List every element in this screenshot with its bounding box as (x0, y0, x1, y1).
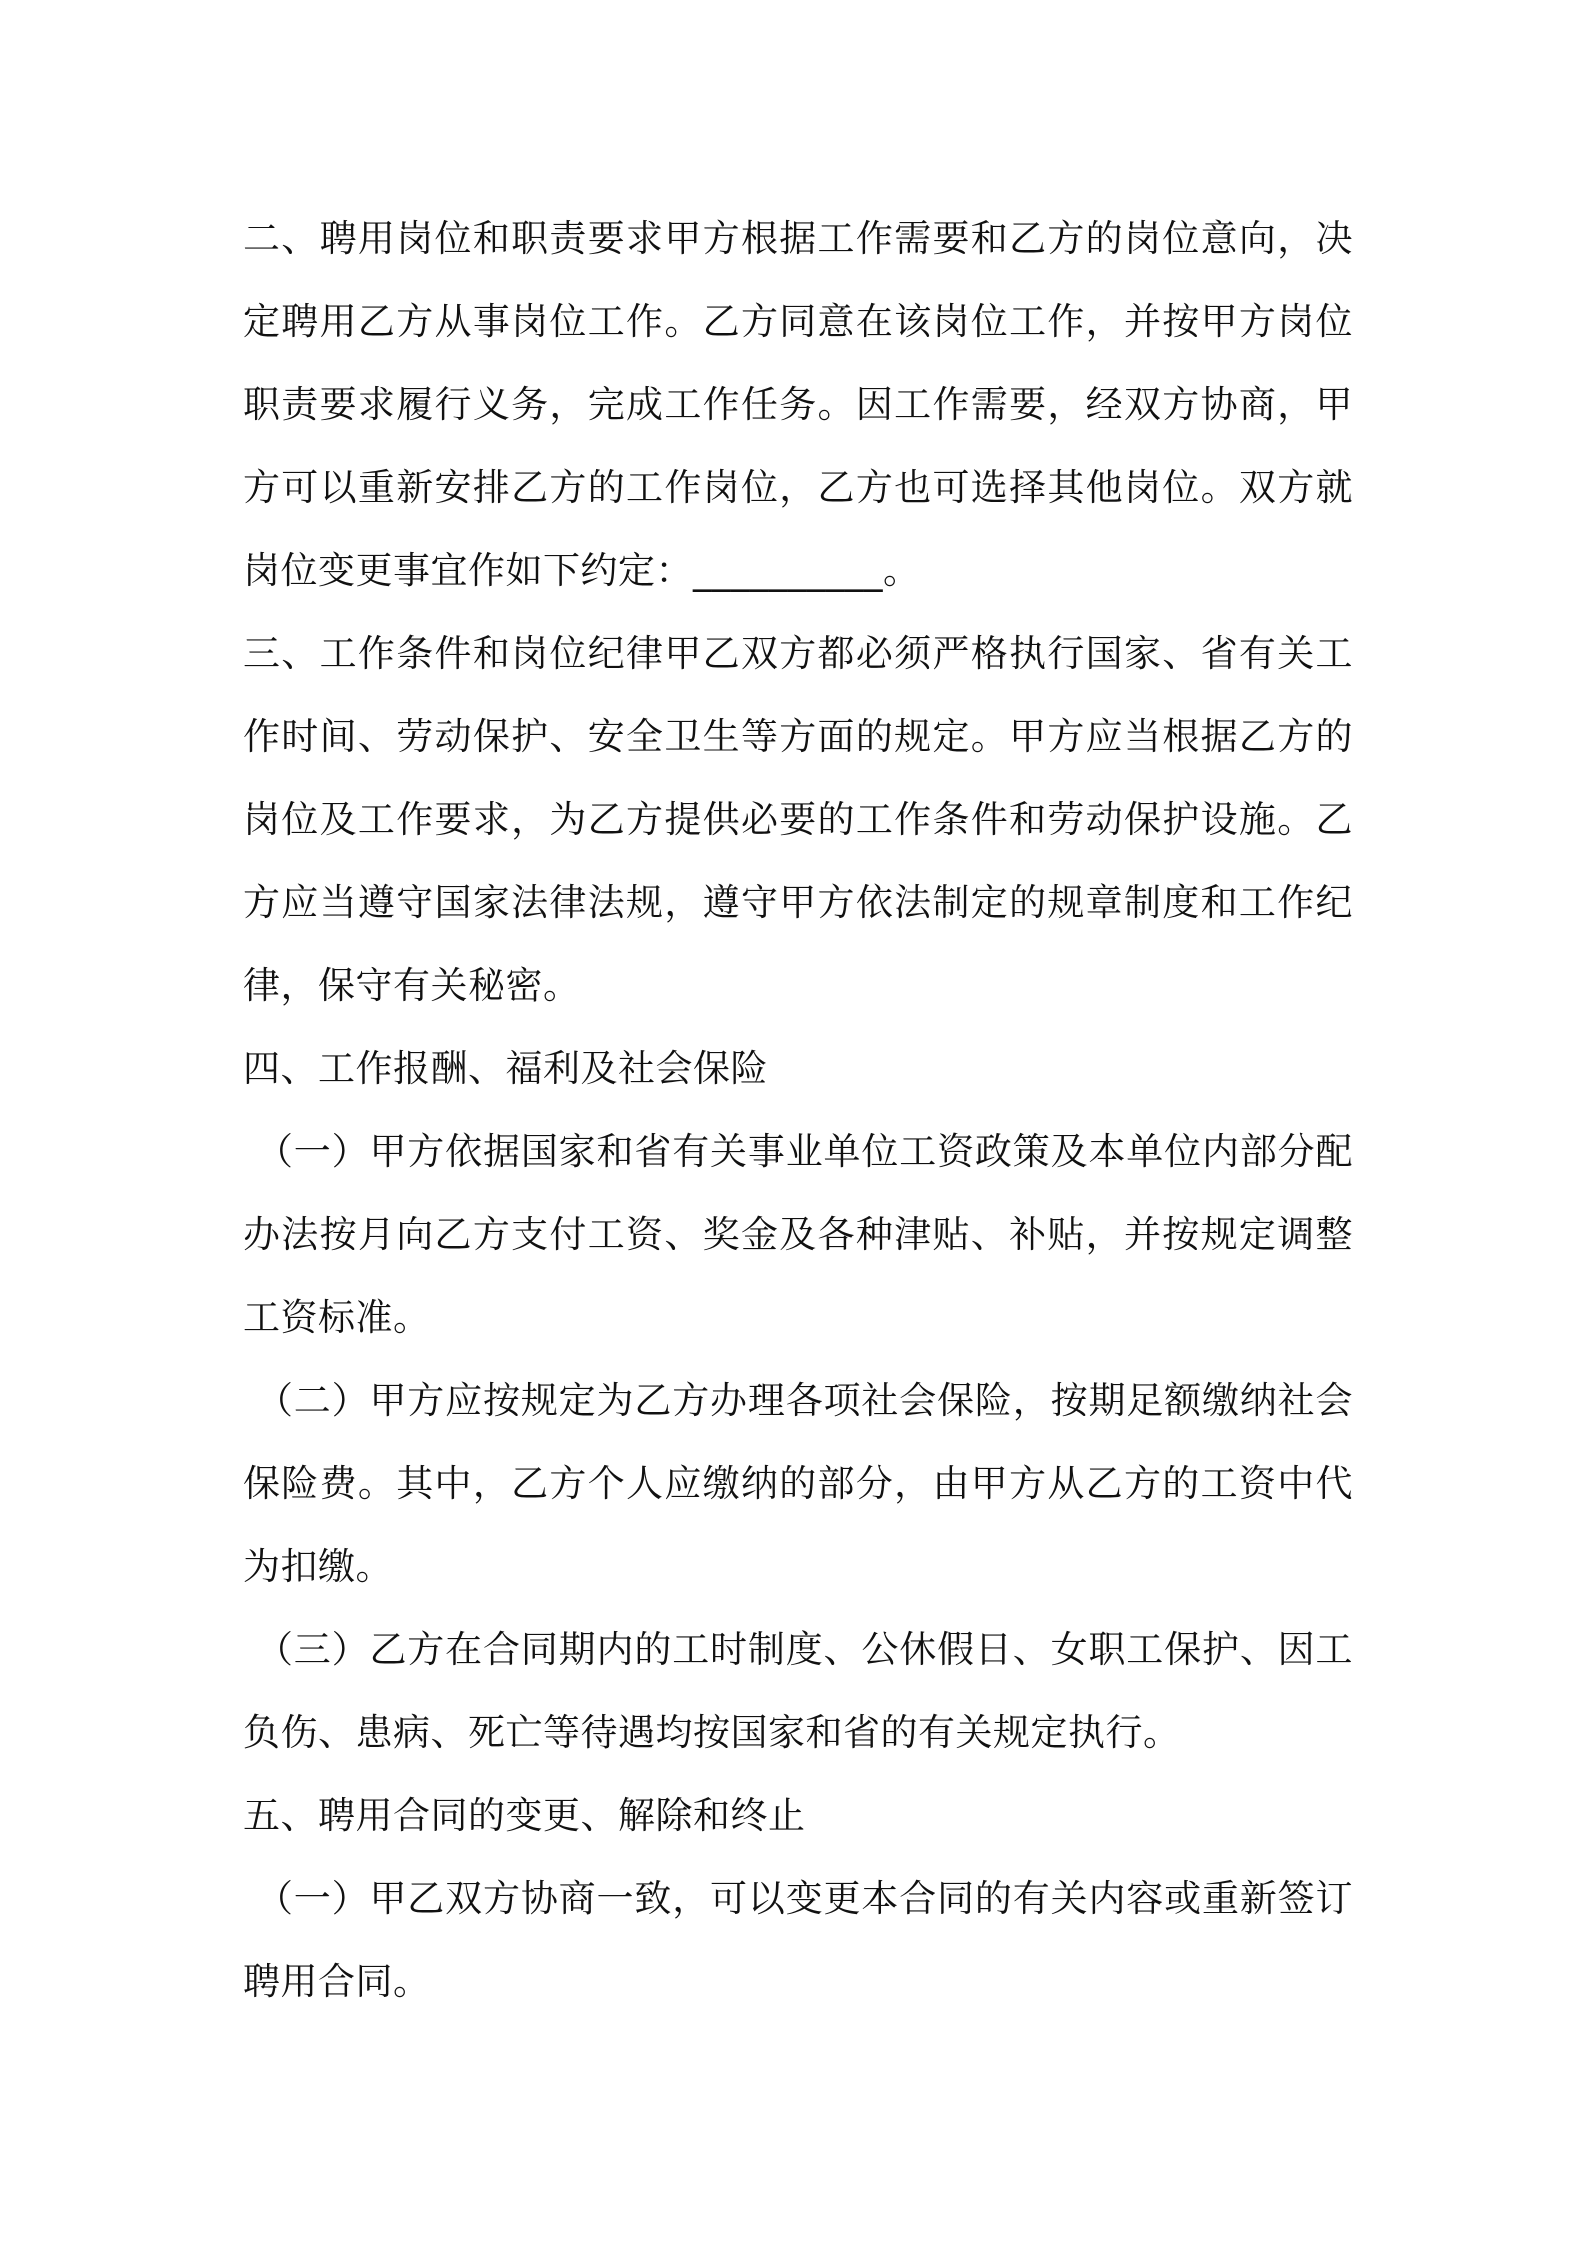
document-page (243, 197, 1353, 2023)
clause-three-paragraph: 三、工作条件和岗位纪律甲乙双方都必须严格执行国家、省有关工作时间、劳动保护、安全卫生等方面的规定。甲方应当根据乙方的岗位及工作要求，为乙方提供必要的工作条件和劳动保护设施。乙方应当遵守国家法律法规，遵守甲方依法制定的规章制度和工作纪律，保守有关秘密。 (243, 632, 1353, 1007)
clause-two-paragraph: 二、聘用岗位和职责要求甲方根据工作需要和乙方的岗位意向，决定聘用乙方从事岗位工作。乙方同意在该岗位工作，并按甲方岗位职责要求履行义务，完成工作任务。因工作需要，经双方协商，甲方可以重新安排乙方的工作岗位，乙方也可选择其他岗位。双方就岗位变更事宜作如下约定：__________。 (243, 217, 1353, 592)
clause-four-item-1: （一）甲方依据国家和省有关事业单位工资政策及本单位内部分配办法按月向乙方支付工资、奖金及各种津贴、补贴，并按规定调整工资标准。 (243, 1130, 1353, 1339)
clause-five-heading: 五、聘用合同的变更、解除和终止 (243, 1794, 806, 1837)
clause-four-item-2: （二）甲方应按规定为乙方办理各项社会保险，按期足额缴纳社会保险费。其中，乙方个人应缴纳的部分，由甲方从乙方的工资中代为扣缴。 (243, 1379, 1353, 1588)
clause-four-heading: 四、工作报酬、福利及社会保险 (243, 1047, 768, 1090)
clause-five-item-1: （一）甲乙双方协商一致，可以变更本合同的有关内容或重新签订聘用合同。 (243, 1877, 1353, 2003)
clause-four-item-3: （三）乙方在合同期内的工时制度、公休假日、女职工保护、因工负伤、患病、死亡等待遇均按国家和省的有关规定执行。 (243, 1628, 1353, 1754)
